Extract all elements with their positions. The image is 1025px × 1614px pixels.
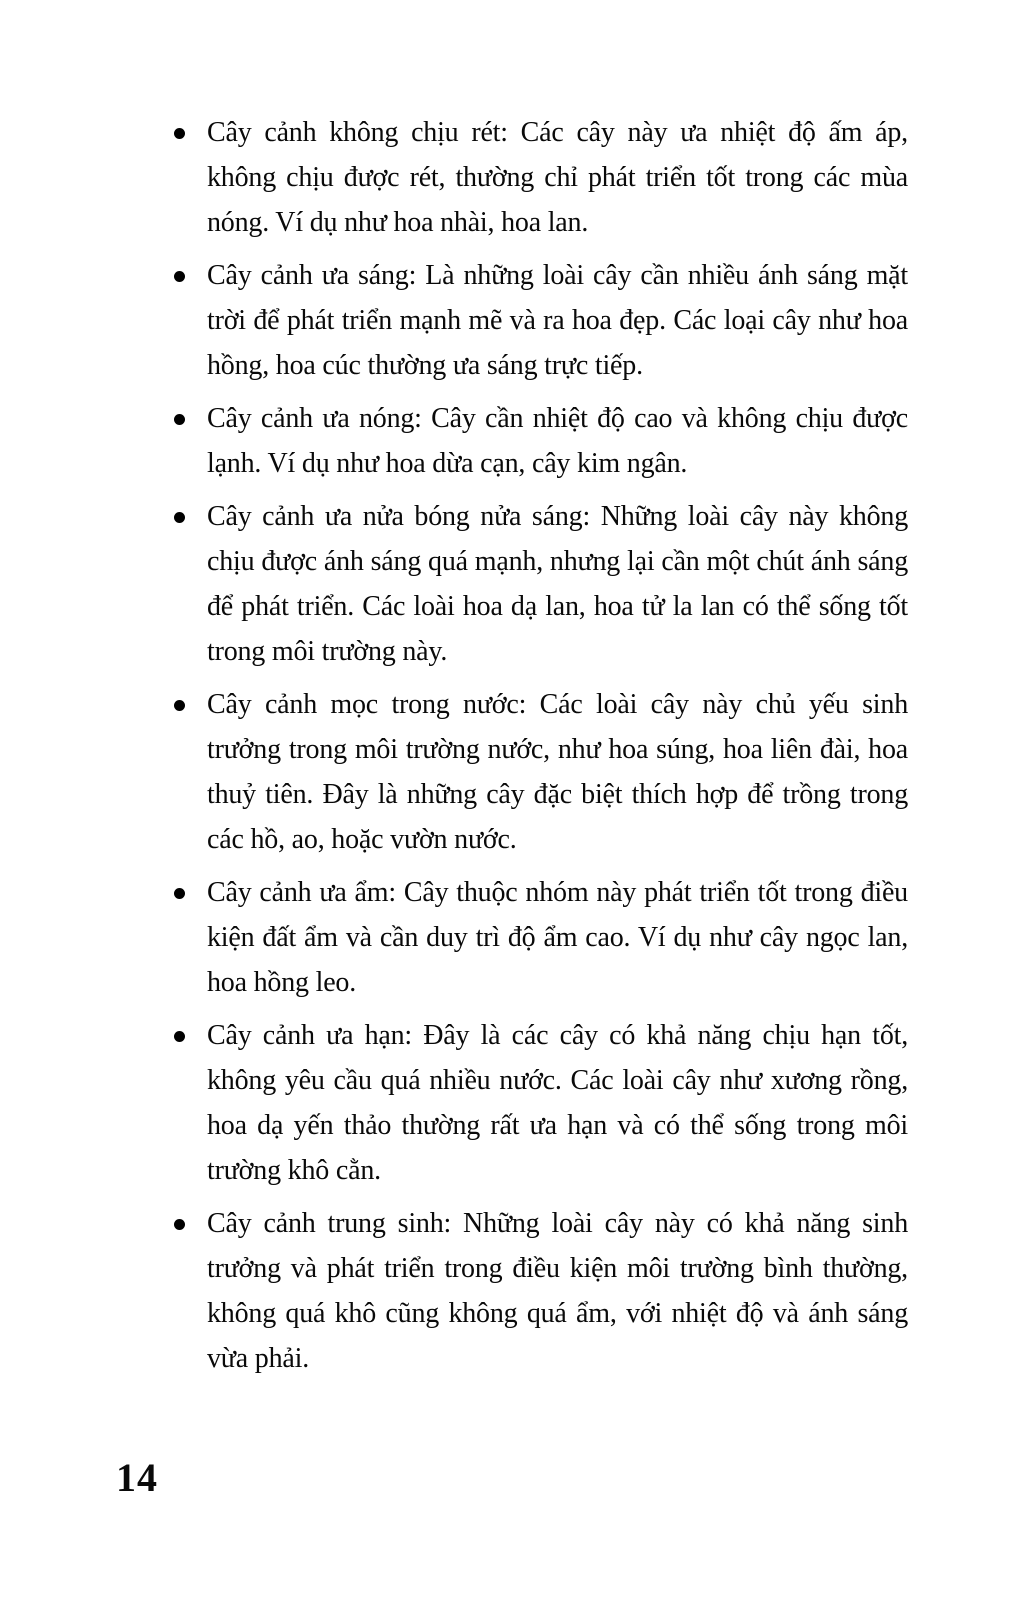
bullet-text: Cây cảnh trung sinh: Những loài cây này có khả năng sinh trưởng và phát triển trong điều kiện môi trường bình thường, không quá khô cũng không quá ẩm, với nhiệt độ và ánh sáng vừa phải.	[207, 1208, 908, 1374]
bullet-icon	[160, 494, 207, 674]
bullet-text: Cây cảnh ưa ẩm: Cây thuộc nhóm này phát triển tốt trong điều kiện đất ẩm và cần duy trì độ ẩm cao. Ví dụ như cây ngọc lan, hoa hồng leo.	[207, 877, 908, 998]
list-item	[160, 682, 908, 862]
bullet-text: Cây cảnh ưa nửa bóng nửa sáng: Những loài cây này không chịu được ánh sáng quá mạnh, nhưng lại cần một chút ánh sáng để phát triển. Các loài hoa dạ lan, hoa tử la lan có thể sống tốt trong môi trường này.	[207, 501, 908, 667]
bullet-text: Cây cảnh không chịu rét: Các cây này ưa nhiệt độ ấm áp, không chịu được rét, thường chỉ phát triển tốt trong các mùa nóng. Ví dụ như hoa nhài, hoa lan.	[207, 117, 908, 238]
list-item	[160, 1201, 908, 1381]
list-item	[160, 396, 908, 486]
bullet-text: Cây cảnh mọc trong nước: Các loài cây này chủ yếu sinh trưởng trong môi trường nước, như hoa súng, hoa liên đài, hoa thuỷ tiên. Đây là những cây đặc biệt thích hợp để trồng trong các hồ, ao, hoặc vườn nước.	[207, 689, 908, 855]
bullet-icon	[160, 1013, 207, 1193]
bullet-text: Cây cảnh ưa hạn: Đây là các cây có khả năng chịu hạn tốt, không yêu cầu quá nhiều nước. Các loài cây như xương rồng, hoa dạ yến thảo thường rất ưa hạn và có thể sống trong môi trường khô cằn.	[207, 1020, 908, 1186]
list-item	[160, 1013, 908, 1193]
list-item	[160, 110, 908, 245]
bullet-list	[160, 110, 908, 1389]
bullet-icon	[160, 253, 207, 388]
bullet-icon	[160, 1201, 207, 1381]
list-item	[160, 253, 908, 388]
bullet-icon	[160, 870, 207, 1005]
page-number: 14	[116, 1455, 158, 1500]
bullet-icon	[160, 396, 207, 486]
bullet-icon	[160, 682, 207, 862]
list-item	[160, 870, 908, 1005]
list-item	[160, 494, 908, 674]
bullet-text: Cây cảnh ưa nóng: Cây cần nhiệt độ cao và không chịu được lạnh. Ví dụ như hoa dừa cạn, cây kim ngân.	[207, 403, 908, 479]
bullet-icon	[160, 110, 207, 245]
bullet-text: Cây cảnh ưa sáng: Là những loài cây cần nhiều ánh sáng mặt trời để phát triển mạnh mẽ và ra hoa đẹp. Các loại cây như hoa hồng, hoa cúc thường ưa sáng trực tiếp.	[207, 260, 908, 381]
